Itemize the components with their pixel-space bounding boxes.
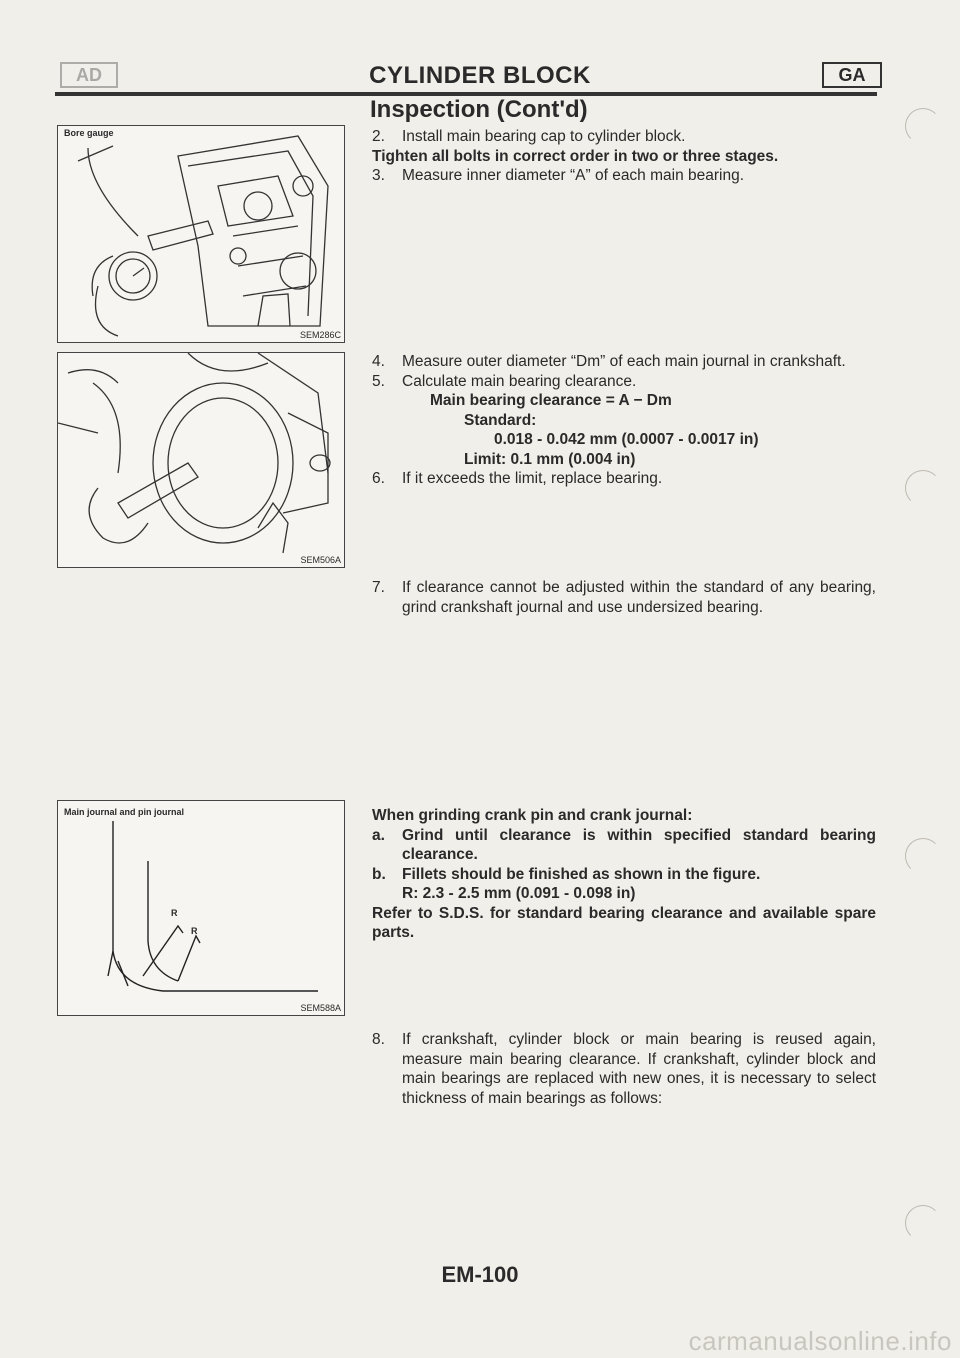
step-text: Install main bearing cap to cylinder block. — [402, 128, 686, 145]
section-title: Inspection (Cont'd) — [370, 96, 588, 123]
punch-hole-4 — [905, 1205, 941, 1241]
step-number: 6. — [372, 470, 385, 487]
item-text: Grind until clearance is within specified standard bearing clearance. — [402, 826, 876, 863]
page-title: CYLINDER BLOCK — [369, 62, 591, 89]
page-number: EM-100 — [441, 1262, 519, 1287]
standard-value: 0.018 - 0.042 mm (0.0007 - 0.0017 in) — [494, 431, 759, 448]
step-text: Measure outer diameter “Dm” of each main journal in crankshaft. — [402, 353, 846, 370]
punch-hole-3 — [905, 838, 941, 874]
step-text: If clearance cannot be adjusted within the standard of any bearing, grind crankshaft journal and use undersized bearing. — [402, 579, 876, 616]
step-text: Measure inner diameter “A” of each main bearing. — [402, 167, 745, 184]
radius-label-2: R — [191, 926, 198, 936]
radius-label-1: R — [171, 908, 178, 918]
text-block-3 — [372, 578, 876, 617]
header-badge-left: AD — [60, 62, 118, 88]
figure-code: SEM506A — [300, 555, 341, 565]
figure-journal-fillet — [57, 800, 345, 1016]
text-block-1 — [372, 127, 876, 186]
grinding-heading: When grinding crank pin and crank journal: — [372, 807, 693, 824]
fillet-illustration — [58, 801, 344, 1015]
item-label: a. — [372, 826, 385, 844]
limit-value: Limit: 0.1 mm (0.004 in) — [464, 450, 636, 468]
punch-hole-1 — [905, 108, 941, 144]
watermark-text: carmanualsonline.info — [688, 1326, 952, 1356]
bold-note: Tighten all bolts in correct order in two or three stages. — [372, 147, 779, 165]
step-text: If crankshaft, cylinder block or main bearing is reused again, measure main bearing clearance. If crankshaft, cylinder block and main bearings are replaced with new ones, it is necessary to select thickness of main bearings as follows: — [402, 1031, 876, 1107]
step-number: 2. — [372, 128, 385, 145]
figure-bore-gauge — [57, 125, 345, 343]
text-block-5 — [372, 1030, 876, 1108]
standard-label: Standard: — [464, 411, 537, 429]
item-label: b. — [372, 865, 386, 883]
text-block-4 — [372, 806, 876, 943]
bore-gauge-caption: Bore gauge — [64, 128, 114, 138]
step-text: If it exceeds the limit, replace bearing. — [402, 470, 663, 487]
punch-hole-2 — [905, 470, 941, 506]
crankshaft-micrometer-illustration — [58, 353, 344, 567]
fillet-caption: Main journal and pin journal — [64, 807, 185, 817]
figure-code: SEM588A — [300, 1003, 341, 1013]
bore-gauge-illustration — [58, 126, 344, 342]
step-number: 4. — [372, 353, 385, 370]
step-number: 3. — [372, 167, 385, 184]
item-text: Fillets should be finished as shown in the figure. — [402, 865, 761, 883]
step-number: 7. — [372, 579, 385, 596]
clearance-formula: Main bearing clearance = A − Dm — [430, 392, 672, 409]
step-number: 5. — [372, 372, 385, 390]
sds-reference: Refer to S.D.S. for standard bearing clearance and available spare parts. — [372, 904, 876, 941]
engine-code-badge: GA — [822, 62, 882, 88]
figure-crankshaft-micrometer — [57, 352, 345, 568]
step-number: 8. — [372, 1031, 385, 1048]
text-block-2 — [372, 352, 876, 489]
step-text: Calculate main bearing clearance. — [402, 372, 637, 390]
figure-code: SEM286C — [299, 330, 341, 340]
fillet-radius-value: R: 2.3 - 2.5 mm (0.091 - 0.098 in) — [402, 885, 636, 902]
